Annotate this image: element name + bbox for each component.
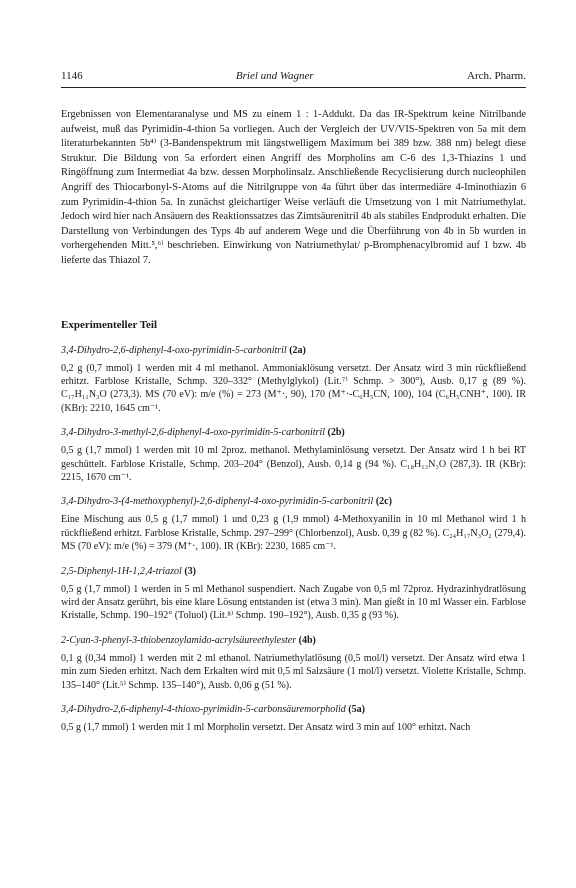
compound-title: [61, 495, 526, 508]
compound-name: 3,4-Dihydro-2,6-diphenyl-4-thioxo-pyrimidin-5-carbonsäuremorpholid: [61, 704, 346, 716]
running-head: [61, 70, 526, 88]
procedure-text: 0,5 g (1,7 mmol) 1 werden mit 1 ml Morpholin versetzt. Der Ansatz wird 3 min auf 100° erhitzt. Nach: [61, 722, 471, 734]
compound-name: 3,4-Dihydro-3-(4-methoxyphenyl)-2,6-diphenyl-4-oxo-pyrimidin-5-carbonitril: [61, 496, 374, 508]
experimental-entry: [61, 426, 526, 484]
procedure-text: 0,5 g (1,7 mmol) 1 werden in 5 ml Methanol suspendiert. Nach Zugabe von 0,5 ml 72proz. Hydrazinhydratlösung wird der Ansatz gerührt, bis eine klare Lösung entstanden ist (etwa 3 min). Man gießt in 10 ml Wasser ein. Farblose Kristalle, Schmp. 190–192° (Toluol) (Lit.⁸⁾ Schmp. 190–192°), Ausb. 0,35 g (93 %).: [61, 583, 526, 622]
compound-label: (2b): [327, 427, 345, 439]
compound-label: (2a): [289, 344, 306, 356]
section-heading: Experimenteller Teil: [61, 318, 158, 331]
compound-name: 3,4-Dihydro-3-methyl-2,6-diphenyl-4-oxo-pyrimidin-5-carbonitril: [61, 427, 326, 439]
compound-name: 2-Cyan-3-phenyl-3-thiobenzoylamido-acrylsäureethylester: [61, 634, 297, 646]
compound-title: [61, 703, 526, 716]
compound-title: [61, 344, 526, 357]
experimental-entry: [61, 703, 526, 734]
page-number: 1146: [61, 70, 83, 82]
experimental-entry: [61, 495, 526, 553]
experimental-entries: [61, 344, 526, 735]
compound-label: (5a): [348, 704, 365, 716]
experimental-entry: [61, 634, 526, 692]
procedure-text: 0,1 g (0,34 mmol) 1 werden mit 2 ml ethanol. Natriumethylatlösung (0,5 mol/l) versetzt. Der Ansatz wird etwa 1 min zum Sieden erhitzt. Nach dem Erkalten wird mit 0,5 ml Salzsäure (1 mol/l) versetzt. Violette Kristalle, Schmp. 135–140° (Lit.⁵⁾ Schmp. 135–140°), Ausb. 0,06 g (51 %).: [61, 652, 526, 691]
compound-name: 3,4-Dihydro-2,6-diphenyl-4-oxo-pyrimidin-5-carbonitril: [61, 344, 287, 356]
procedure-text: 0,2 g (0,7 mmol) 1 werden mit 4 ml methanol. Ammoniaklösung versetzt. Der Ansatz wird 3 min rückfließend erhitzt. Farblose Kristalle, Schmp. 320–332° (Methylglykol) (Lit.⁷⁾ Schmp. > 300°), Ausb. 0,17 g (89 %). C₁₇H₁₁N₃O (273,3). MS (70 eV): m/e (%) = 273 (M⁺·, 90), 170 (M⁺·-C₆H₅CN, 100), 104 (C₆H₅CNH⁺, 100). IR (KBr): 2210, 1645 cm⁻¹.: [61, 362, 526, 414]
compound-title: [61, 634, 526, 647]
compound-name: 2,5-Diphenyl-1H-1,2,4-triazol: [61, 565, 182, 577]
procedure-text: Eine Mischung aus 0,5 g (1,7 mmol) 1 und 0,23 g (1,9 mmol) 4-Methoxyanilin in 10 ml Methanol wird 1 h rückfließend erhitzt. Farblose Kristalle, Schmp. 297–299° (Chlorbenzol), Ausb. 0,39 g (82 %). C₂₄H₁₇N₃O₂ (279,4). MS (70 eV): m/e (%) = 379 (M⁺·, 100). IR (KBr): 2230, 1685 cm⁻¹.: [61, 514, 526, 553]
compound-label: (2c): [375, 496, 392, 508]
compound-title: [61, 426, 526, 439]
experimental-entry: [61, 344, 526, 416]
intro-text: [61, 108, 526, 269]
compound-label: (4b): [298, 634, 316, 646]
experimental-entry: [61, 565, 526, 623]
compound-label: (3): [184, 565, 196, 577]
running-head-authors: Briel und Wagner: [235, 70, 314, 82]
intro-paragraph: Ergebnissen von Elementaranalyse und MS zu einem 1 : 1-Addukt. Da das IR-Spektrum keine Nitrilbande aufweist, muß das Pyrimidin-4-thion 5a vorliegen. Auch der Vergleich der UV/VIS-Spektren von 5a mit dem literaturbekannten 5b⁴⁾ (3-Bandenspektrum mit längstwelligem Maximum bei 389 bzw. 388 nm) belegt diese Struktur. Die Bildung von 5a erfordert einen Angriff des Morpholins am C-6 des 1,3-Thiazins 1 und Ringöffnung zum Intermediat 4a bzw. dessen Morpholinsalz. Anschließende Recyclisierung durch nucleophilen Angriff des Thiocarbonyl-S-Atoms auf die Nitrilgruppe von 4a führt über das intermediäre 4-Iminothiazin 6 zum Pyrimidin-4-thion 5a. In zunächst gleichartiger Weise verläuft die Umsetzung von 1 mit Natriumethylat. Jedoch wird hier nach Ansäuern des Reaktionssatzes das Zimtsäurenitril 4b als stabiles Endprodukt erhalten. Die Darstellung von Verbindungen des Typs 4b auf anderem Wege und die Überführung von 4b in 5b wurden in vorhergehenden Mitt.⁵,⁶⁾ beschrieben. Einwirkung von Natriumethylat/ p-Bromphenacylbromid auf 1 bzw. 4b lieferte das Thiazol 7.: [61, 109, 526, 266]
compound-title: [61, 565, 526, 578]
journal-name: Arch. Pharm.: [467, 70, 526, 82]
procedure-text: 0,5 g (1,7 mmol) 1 werden mit 10 ml 2proz. methanol. Methylaminlösung versetzt. Der Ansatz wird 1 h bei RT geschüttelt. Farblose Kristalle, Schmp. 203–204° (Benzol), Ausb. 0,14 g (94 %). C₁₈H₁₃N₃O (287,3). IR (KBr): 2215, 1670 cm⁻¹.: [61, 445, 526, 483]
